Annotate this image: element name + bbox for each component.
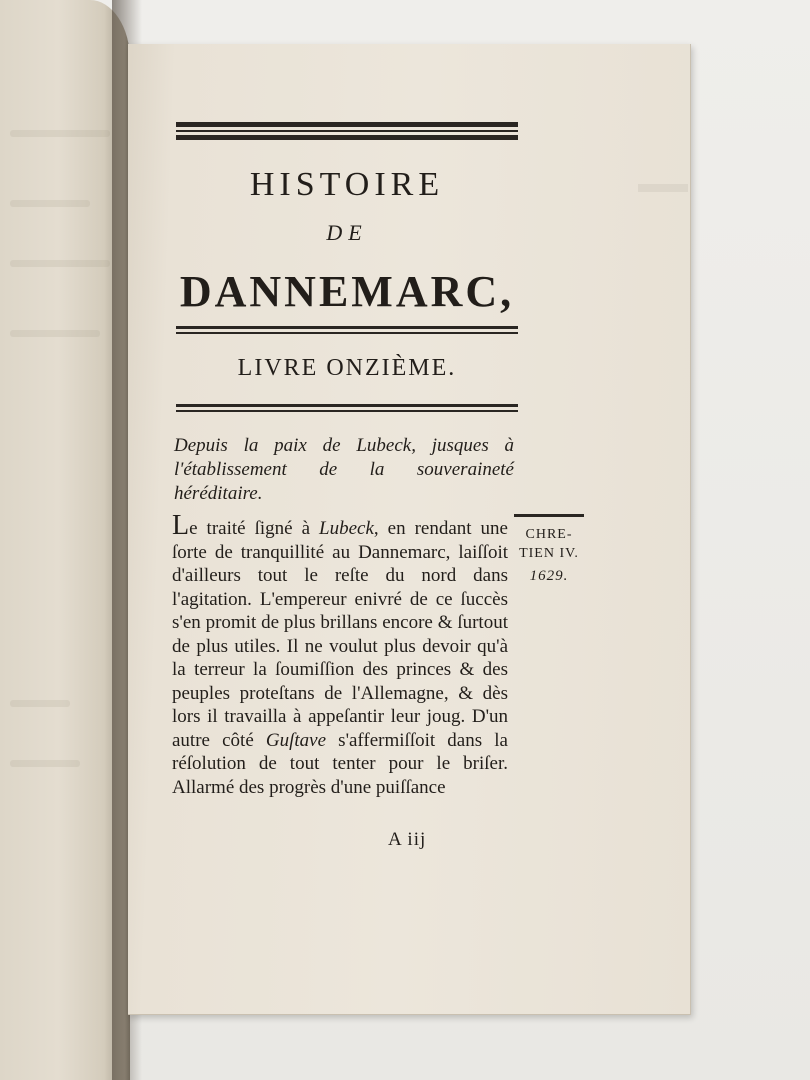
- show-through-line: [10, 700, 70, 707]
- show-through-line: [10, 200, 90, 207]
- show-through-line: [10, 760, 80, 767]
- recto-page: [128, 44, 691, 1015]
- margin-note-line: CHRE-: [525, 527, 573, 542]
- title-de: DE: [326, 220, 368, 245]
- title-dannemarc: DANNEMARC,: [179, 267, 515, 316]
- title-histoire: HISTOIRE: [249, 166, 445, 203]
- body-paragraph: [172, 510, 508, 799]
- margin-note: [514, 514, 584, 586]
- margin-note-line: TIEN IV.: [519, 546, 579, 561]
- body-italic-lubeck: Lubeck: [319, 518, 374, 539]
- margin-note-year: 1629.: [529, 568, 569, 584]
- show-through-line: [10, 260, 110, 267]
- top-double-rule: [176, 122, 518, 140]
- body-text-part: , en rendant une ſorte de tranquillité au Dannemarc, laiſſoit d'ailleurs tout le reſte du nord dans l'agitation. L'empereur enivré de ce ſuccès s'en promit de plus brillans encore & ſurtout de plus utiles. Il ne voulut plus devoir qu'à la terreur la ſoumiſſion des princes & des peuples proteſtans de l'Allemagne, & dès lors il travailla à appeſantir leur joug. D'un autre côté: [172, 518, 508, 751]
- margin-note-rule: [514, 514, 584, 517]
- chapter-summary: Depuis la paix de Lubeck, jusques à l'établissement de la souveraineté héréditaire.: [174, 435, 514, 504]
- title-rule: [176, 326, 518, 334]
- show-through: [638, 184, 688, 192]
- heading-rule: [176, 404, 518, 412]
- show-through-line: [10, 130, 110, 137]
- body-text-part: s'affermiſſoit dans la réſolution de tout tenter pour le briſer. Allarmé des progrès d'une puiſſance: [172, 729, 508, 798]
- drop-cap: L: [172, 510, 190, 541]
- body-italic-gustave: Guſtave: [265, 729, 327, 751]
- left-page: [0, 0, 130, 1080]
- body-text-part: e traité ſigné à: [189, 518, 320, 539]
- signature-mark: A iij: [388, 829, 427, 850]
- show-through-line: [10, 330, 100, 337]
- book-heading: LIVRE ONZIÈME.: [237, 355, 457, 381]
